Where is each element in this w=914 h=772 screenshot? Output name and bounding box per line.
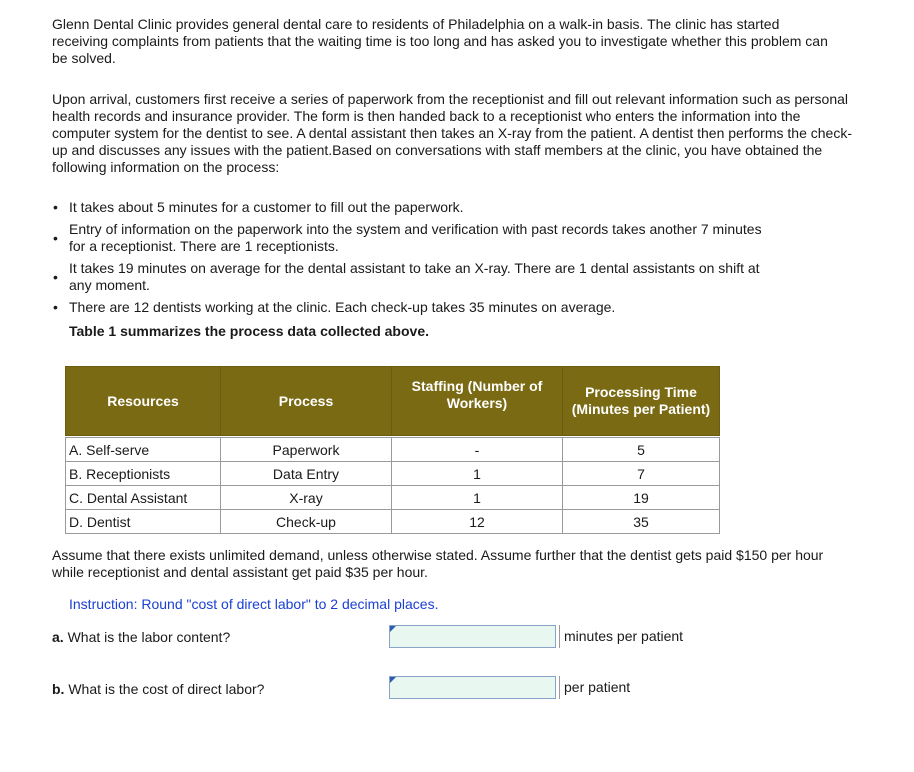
cell-resource: B. Receptionists [66,462,221,486]
bullet-icon: • [53,230,58,246]
question-b-text: What is the cost of direct labor? [64,681,265,697]
question-a-label: a. [52,629,64,645]
cell-process: X-ray [221,486,392,510]
cell-staffing: 1 [392,462,563,486]
list-item: • It takes about 5 minutes for a customer to fill out the paperwork. [53,199,464,215]
cell-staffing: 12 [392,510,563,534]
header-staffing: Staffing (Number of Workers) [392,367,563,436]
intro-paragraph-2: Upon arrival, customers first receive a series of paperwork from the receptionist and fill out relevant information such as personal health records and insurance provider. The form is then handed back to a receptionist who enters the information into the computer system for the dentist to see. A dental assistant then takes an X-ray from the patient. A dentist then performs the check-up and discusses any issues with the patient.Based on conversations with staff members at the clinic, you have obtained the following information on the process: [52,91,852,175]
table-row [66,462,720,486]
cell-time: 35 [563,510,720,534]
input-corner-marker-icon [390,677,396,683]
list-item: • It takes 19 minutes on average for the dental assistant to take an X-ray. There are 1 dental assistants on shift at any moment. [53,260,760,293]
question-b [52,681,264,697]
cell-resource: D. Dentist [66,510,221,534]
header-process: Process [221,367,392,436]
cell-time: 7 [563,462,720,486]
question-a-text: What is the labor content? [63,629,231,645]
question-a [52,629,230,645]
cell-process: Data Entry [221,462,392,486]
bullet-icon: • [53,199,58,215]
intro-paragraph-1: Glenn Dental Clinic provides general dental care to residents of Philadelphia on a walk-in basis. The clinic has started receiving complaints from patients that the waiting time is too long and has asked you to investigate whether this problem can be solved. [52,16,828,66]
table-caption: Table 1 summarizes the process data collected above. [69,323,429,339]
cell-staffing: - [392,438,563,462]
cell-resource: A. Self-serve [66,438,221,462]
rounding-instruction: Instruction: Round "cost of direct labor" to 2 decimal places. [69,596,439,612]
input-corner-marker-icon [390,626,396,632]
list-item: • Entry of information on the paperwork into the system and verification with past records takes another 7 minutes for a receptionist. There are 1 receptionists. [53,221,762,254]
bullet-icon: • [53,269,58,285]
table-header-row [66,367,720,436]
labor-content-unit: minutes per patient [559,625,683,648]
header-processing-time: Processing Time (Minutes per Patient) [563,367,720,436]
bullet-icon: • [53,299,58,315]
cell-time: 19 [563,486,720,510]
cell-process: Paperwork [221,438,392,462]
assumption-paragraph: Assume that there exists unlimited demand, unless otherwise stated. Assume further that the dentist gets paid $150 per hour while receptionist and dental assistant get paid $35 per hour. [52,547,824,580]
header-resources: Resources [66,367,221,436]
cell-resource: C. Dental Assistant [66,486,221,510]
table-row [66,510,720,534]
process-facts-list [52,199,772,321]
labor-content-input[interactable] [389,625,556,648]
list-item: • There are 12 dentists working at the clinic. Each check-up takes 35 minutes on average. [53,299,616,315]
cell-staffing: 1 [392,486,563,510]
table-row [66,438,720,462]
question-b-label: b. [52,681,65,697]
direct-labor-cost-input[interactable] [389,676,556,699]
cell-time: 5 [563,438,720,462]
direct-labor-cost-unit: per patient [559,676,630,699]
table-row [66,486,720,510]
process-data-table [65,366,720,534]
cell-process: Check-up [221,510,392,534]
